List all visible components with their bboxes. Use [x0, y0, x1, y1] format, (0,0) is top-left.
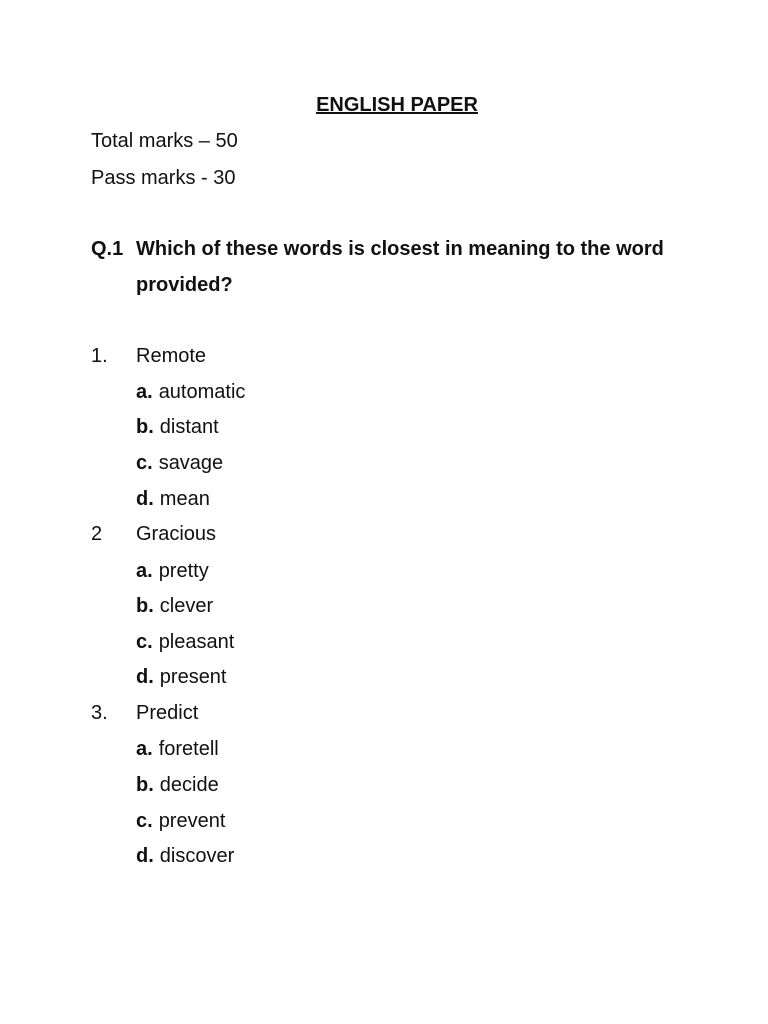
option-text: foretell [158, 738, 219, 760]
list-item [136, 453, 223, 473]
item-number: 1. [91, 345, 108, 367]
option-text: mean [159, 488, 210, 510]
total-marks: Total marks – 50 [91, 130, 238, 152]
list-item [136, 489, 210, 509]
list-item [136, 811, 225, 831]
option-text: automatic [158, 381, 246, 403]
option-text: pretty [158, 560, 209, 582]
option-letter: a. [136, 738, 153, 760]
list-item [136, 739, 219, 759]
item-word: Predict [136, 702, 199, 724]
option-text: savage [158, 452, 224, 474]
option-letter: a. [136, 560, 153, 582]
option-letter: d. [136, 488, 154, 510]
list-item [136, 846, 234, 866]
option-letter: c. [136, 631, 153, 653]
list-item [136, 382, 245, 402]
item-number: 2 [91, 523, 103, 545]
list-item [136, 561, 209, 581]
question-number: Q.1 [91, 238, 124, 260]
option-text: pleasant [158, 631, 235, 653]
option-text: clever [159, 595, 214, 617]
option-text: decide [159, 774, 219, 796]
option-letter: c. [136, 452, 153, 474]
option-text: distant [159, 416, 219, 438]
item-number: 3. [91, 702, 108, 724]
item-word: Gracious [136, 523, 217, 545]
list-item [136, 667, 227, 687]
option-letter: b. [136, 774, 154, 796]
option-letter: d. [136, 845, 154, 867]
question-text-line2: provided? [136, 274, 233, 296]
option-text: prevent [158, 810, 226, 832]
list-item [136, 632, 234, 652]
option-letter: b. [136, 595, 154, 617]
page-title: ENGLISH PAPER [316, 94, 478, 116]
option-letter: c. [136, 810, 153, 832]
list-item [136, 775, 219, 795]
option-letter: b. [136, 416, 154, 438]
option-text: discover [159, 845, 235, 867]
item-word: Remote [136, 345, 207, 367]
option-letter: a. [136, 381, 153, 403]
list-item [136, 417, 219, 437]
list-item [136, 596, 213, 616]
option-text: present [159, 666, 227, 688]
option-letter: d. [136, 666, 154, 688]
pass-marks: Pass marks - 30 [91, 167, 236, 189]
question-text-line1: Which of these words is closest in meaning to the word [136, 238, 664, 260]
